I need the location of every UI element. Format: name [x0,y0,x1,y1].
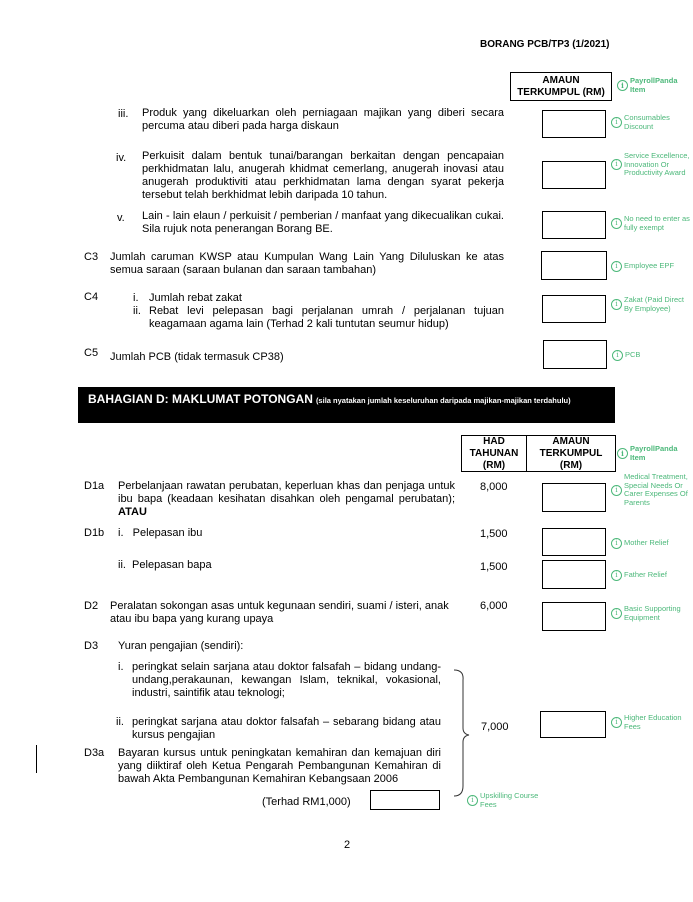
c4-i-text: Jumlah rebat zakat [149,292,242,304]
d3-code: D3 [84,640,99,652]
note: i Basic Supporting Equipment [611,605,693,622]
d1a-atau: ATAU [118,506,147,518]
info-icon: i [467,795,478,806]
payrollpanda-header: i PayrollPanda Item [617,445,692,462]
item-text: Produk yang dikeluarkan oleh perniagaan majikan yang diberi secara percuma atau diberi pada harga diskaun [142,107,504,132]
note: i Service Excellence, Innovation Or Productivity Award [611,152,691,178]
info-icon: i [611,608,622,619]
info-icon: i [611,717,622,728]
zakat-input[interactable] [542,295,606,323]
item-num: iii. [118,108,129,120]
d3a-code: D3a [84,747,105,759]
father-relief-input[interactable] [542,560,606,589]
d3-i-text: peringkat selain sarjana atau doktor falsafah – bidang undang-undang,perakaunan, kewangan Islam, teknikal, vokasional, industri, saintifik atau teknologi; [132,661,441,699]
form-code: BORANG PCB/TP3 (1/2021) [480,39,610,50]
d3-limit: 7,000 [481,721,509,733]
note: i Higher Education Fees [611,714,693,731]
info-icon: i [611,117,622,128]
d1a-limit: 8,000 [480,481,508,493]
had-header: HAD TAHUNAN (RM) [461,435,527,472]
c5-text: Jumlah PCB (tidak termasuk CP38) [110,351,284,363]
note: i Zakat (Paid Direct By Employee) [611,296,691,313]
item-text: Lain - lain elaun / perkuisit / pemberian / manfaat yang dikecualikan cukai. Sila rujuk nota penerangan Borang BE. [142,210,504,235]
upskilling-input[interactable] [370,790,440,810]
service-award-input[interactable] [542,161,606,189]
mother-relief-input[interactable] [542,528,606,556]
info-icon: i [617,80,628,91]
note: i Employee EPF [611,261,691,272]
info-icon: i [617,448,628,459]
info-icon: i [612,350,623,361]
c5-code: C5 [84,347,99,359]
d3-ii-text: peringkat sarjana atau doktor falsafah – sebarang bidang atau kursus pengajian [132,716,441,741]
info-icon: i [611,485,622,496]
note: i Upskilling Course Fees [467,792,557,809]
note: i Mother Relief [611,538,693,549]
note: i Medical Treatment, Special Needs Or Carer Expenses Of Parents [611,473,693,507]
d3-text: Yuran pengajian (sendiri): [118,640,244,652]
brace [452,668,472,798]
item-num: v. [117,212,125,224]
c4-ii-text: Rebat levi pelepasan bagi perjalanan umrah / perjalanan tujuan keagamaan agama lain (Terhad 2 kali tuntutan seumur hidup) [149,305,504,330]
d1b-i-text: i. Pelepasan ibu [118,527,203,539]
c3-text: Jumlah caruman KWSP atau Kumpulan Wang Lain Yang Diluluskan ke atas semua saraan (saraan bulanan dan saraan tambahan) [110,251,504,276]
note: i Father Relief [611,570,693,581]
info-icon: i [611,538,622,549]
item-num: iv. [116,152,127,164]
text-cursor [36,745,37,773]
c4-ii-num: ii. [133,305,141,317]
c4-i-num: i. [133,292,139,304]
info-icon: i [611,159,622,170]
medical-parents-input[interactable] [542,483,606,512]
page-number: 2 [344,839,351,851]
consumables-input[interactable] [542,110,606,138]
d2-code: D2 [84,600,99,612]
other-exempt-input[interactable] [542,211,606,239]
note: i No need to enter as fully exempt [611,215,691,232]
d3a-limit: (Terhad RM1,000) [262,796,351,808]
info-icon: i [611,261,622,272]
d3-ii-num: ii. [116,716,124,728]
amaun-header-d: AMAUN TERKUMPUL (RM) [526,435,616,472]
d1b-i-limit: 1,500 [480,528,508,540]
d1b-code: D1b [84,527,105,539]
c3-code: C3 [84,251,99,263]
d1a-code: D1a [84,480,105,492]
d1b-ii-limit: 1,500 [480,561,508,573]
d1a-text: Perbelanjaan rawatan perubatan, keperluan khas dan penjaga untuk ibu bapa (keadaan kesihatan disahkan oleh pengamal perubatan); [118,480,455,505]
c4-code: C4 [84,291,99,303]
payrollpanda-header: i PayrollPanda Item [617,77,692,94]
note: i Consumables Discount [611,114,691,131]
section-d-header: BAHAGIAN D: MAKLUMAT POTONGAN (sila nyatakan jumlah keseluruhan daripada majikan-majikan terdahulu) [78,387,615,423]
info-icon: i [611,570,622,581]
higher-education-input[interactable] [540,711,606,738]
note: i PCB [612,350,692,361]
d2-limit: 6,000 [480,600,508,612]
amaun-header: AMAUN TERKUMPUL (RM) [510,72,612,101]
pcb-input[interactable] [543,340,607,369]
info-icon: i [611,218,622,229]
d3a-text: Bayaran kursus untuk peningkatan kemahiran dan kemajuan diri yang diiktiraf oleh Ketua Pengarah Pembangunan Kemahiran di bawah Akta Pembangunan Kemahiran Kebangsaan 2006 [118,747,441,785]
info-icon: i [611,299,622,310]
epf-input[interactable] [541,251,607,280]
supporting-equipment-input[interactable] [542,602,606,631]
d3-i-num: i. [118,661,124,673]
d2-text: Peralatan sokongan asas untuk kegunaan sendiri, suami / isteri, anak atau ibu bapa yang kurang upaya [110,600,449,625]
d1b-ii-text: ii. Pelepasan bapa [118,559,212,571]
item-text: Perkuisit dalam bentuk tunai/barangan berkaitan dengan pencapaian perkhidmatan lalu, anugerah khidmat cemerlang, anugerah inovasi atau anugerah produktiviti atau perkhidmatan lama dengan syarat pekerja tersebut telah berkhidmat lebih daripada 10 tahun. [142,150,504,201]
